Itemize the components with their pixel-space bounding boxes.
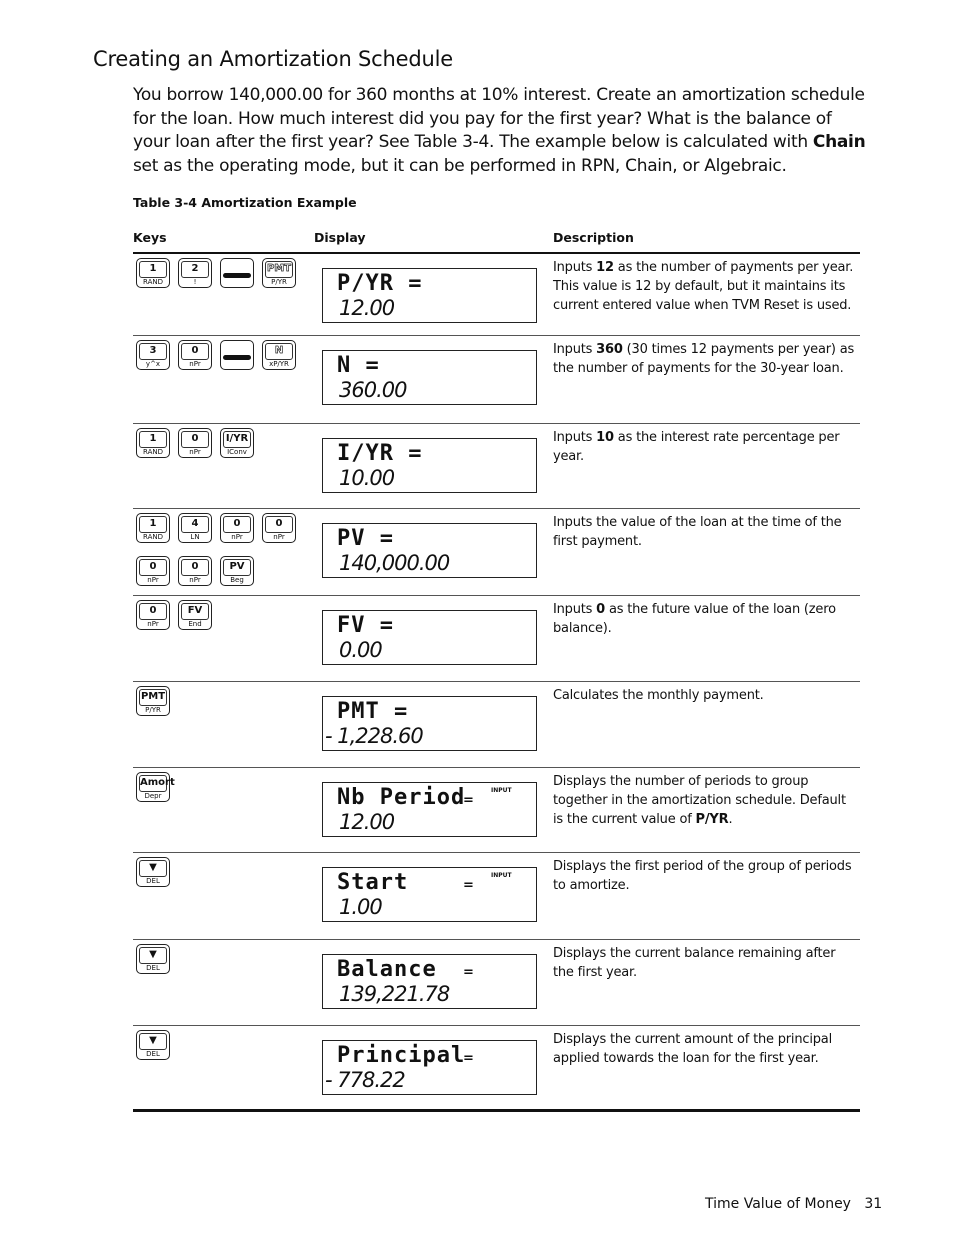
- col-header-display: Display: [314, 230, 366, 245]
- key-shift-label: nPr: [189, 576, 201, 584]
- lcd-line-1: PMT =: [337, 699, 409, 724]
- row-divider: [133, 681, 860, 682]
- key-label: N: [265, 343, 293, 360]
- row-divider: [133, 595, 860, 596]
- lcd-display: [322, 954, 537, 1009]
- row-description: [553, 686, 858, 705]
- calculator-key: [136, 258, 170, 288]
- row-description: [553, 428, 858, 466]
- lcd-line-2: - 1,228.60: [325, 724, 423, 748]
- page-footer: [705, 1196, 882, 1212]
- lcd-line-1: FV =: [337, 613, 394, 638]
- key-label: 0: [223, 516, 251, 533]
- key-shift-label: nPr: [147, 576, 159, 584]
- key-shift-label: nPr: [189, 360, 201, 368]
- lcd-line-2: 1.00: [339, 895, 382, 919]
- calculator-key: [220, 428, 254, 458]
- key-shift-label: y^x: [145, 360, 161, 368]
- lcd-equals: =: [463, 1051, 474, 1066]
- description-post: as the number of payments per year. This value is 12 by default, but it maintains its current entered value when TVM Reset is used.: [553, 260, 854, 313]
- calculator-key: [136, 600, 170, 630]
- calculator-key: [136, 772, 175, 802]
- description-post: as the interest rate percentage per year.: [553, 430, 840, 464]
- row-divider: [133, 767, 860, 768]
- lcd-line-1: Balance: [337, 957, 437, 982]
- key-shift-label: P/YR: [145, 706, 161, 714]
- key-shift-label: RAND: [143, 448, 163, 456]
- col-header-description: Description: [553, 230, 634, 245]
- intro-text-1: You borrow 140,000.00 for 360 months at 10% interest. Create an amortization schedule for the loan. How much interest did you pay for the first year? What is the balance of your loan after the first year? See Table 3-4. The example below is calculated with: [133, 85, 865, 153]
- header-rule: [133, 252, 860, 254]
- key-label: 0: [265, 516, 293, 533]
- key-label: 0: [139, 559, 167, 576]
- key-label: I/YR: [223, 431, 251, 448]
- key-label: 3: [139, 343, 167, 360]
- lcd-display: [322, 268, 537, 323]
- calculator-key: [178, 600, 212, 630]
- calculator-key: [262, 340, 296, 370]
- lcd-line-2: 10.00: [339, 466, 395, 490]
- row-divider: [133, 939, 860, 940]
- lcd-display: [322, 350, 537, 405]
- calculator-key: [178, 340, 212, 370]
- description-bold: 360: [596, 342, 623, 357]
- row-description: [553, 772, 858, 829]
- lcd-line-1: P/YR =: [337, 271, 423, 296]
- lcd-equals: =: [463, 965, 474, 980]
- key-shift-label: DEL: [146, 877, 160, 885]
- row-description: [553, 857, 858, 895]
- lcd-display: [322, 438, 537, 493]
- key-label: PMT: [265, 261, 293, 278]
- calculator-key: [220, 340, 254, 370]
- intro-paragraph: [133, 84, 873, 178]
- lcd-display: [322, 610, 537, 665]
- row-divider: [133, 852, 860, 853]
- key-shift-label: nPr: [189, 448, 201, 456]
- key-label: 0: [181, 559, 209, 576]
- intro-text-2: set as the operating mode, but it can be performed in RPN, Chain, or Algebraic.: [133, 155, 787, 176]
- calculator-key: [262, 513, 296, 543]
- calculator-key: [136, 340, 170, 370]
- lcd-display: [322, 696, 537, 751]
- lcd-line-2: 360.00: [339, 378, 407, 402]
- key-label: 0: [181, 431, 209, 448]
- table-caption: Table 3-4 Amortization Example: [133, 195, 357, 210]
- intro-bold: Chain: [812, 132, 866, 153]
- row-description: [553, 258, 858, 315]
- key-shift-label: DEL: [146, 1050, 160, 1058]
- row-divider: [133, 508, 860, 509]
- calculator-key: [136, 428, 170, 458]
- lcd-line-1: Principal: [337, 1043, 466, 1068]
- calculator-key: [136, 513, 170, 543]
- key-shift-label: Depr: [144, 792, 162, 800]
- key-label: [223, 273, 251, 278]
- key-label: Amort: [139, 775, 167, 792]
- key-shift-label: nPr: [273, 533, 285, 541]
- key-shift-label: RAND: [143, 533, 163, 541]
- key-label: ▼: [139, 860, 167, 877]
- key-shift-label: nPr: [147, 620, 159, 628]
- key-shift-label: LN: [190, 533, 200, 541]
- section-title: Creating an Amortization Schedule: [93, 47, 453, 71]
- key-label: FV: [181, 603, 209, 620]
- description-post: .: [728, 812, 733, 827]
- row-divider: [133, 1025, 860, 1026]
- description-post: (30 times 12 payments per year) as the number of payments for the 30-year loan.: [553, 342, 855, 376]
- calculator-key: [220, 258, 254, 288]
- row-divider: [133, 423, 860, 424]
- lcd-line-2: 140,000.00: [339, 551, 450, 575]
- row-description: [553, 340, 858, 378]
- row-description: [553, 944, 858, 982]
- calculator-key: [136, 944, 170, 974]
- lcd-line-1: Nb Period: [337, 785, 466, 810]
- description-pre: Inputs: [553, 430, 597, 445]
- lcd-line-2: - 778.22: [325, 1068, 405, 1092]
- page-number: 31: [864, 1196, 883, 1212]
- description-pre: Displays the current balance remaining after the first year.: [553, 946, 836, 980]
- description-pre: Inputs: [553, 342, 597, 357]
- description-pre: Inputs: [553, 602, 597, 617]
- calculator-key: [262, 258, 296, 288]
- description-bold: P/YR: [695, 812, 729, 827]
- lcd-display: [322, 867, 537, 922]
- key-shift-label: IConv: [227, 448, 247, 456]
- description-pre: Displays the first period of the group of periods to amortize.: [553, 859, 852, 893]
- lcd-line-1: I/YR =: [337, 441, 423, 466]
- key-shift-label: xP/YR: [269, 360, 289, 368]
- lcd-line-2: 12.00: [339, 810, 395, 834]
- lcd-line-2: 139,221.78: [339, 982, 450, 1006]
- key-shift-label: RAND: [143, 278, 163, 286]
- lcd-input-annunciator: INPUT: [491, 787, 512, 794]
- lcd-input-annunciator: INPUT: [491, 872, 512, 879]
- row-divider: [133, 335, 860, 336]
- calculator-key: [178, 556, 212, 586]
- calculator-key: [178, 513, 212, 543]
- lcd-equals: =: [463, 793, 474, 808]
- key-label: 1: [139, 261, 167, 278]
- lcd-line-2: 0.00: [339, 638, 382, 662]
- lcd-display: [322, 523, 537, 578]
- key-label: 0: [181, 343, 209, 360]
- calculator-key: [220, 556, 254, 586]
- description-bold: 12: [596, 260, 614, 275]
- key-label: PMT: [139, 689, 167, 706]
- description-pre: Displays the number of periods to group together in the amortization schedule. Default is the current value of: [553, 774, 846, 827]
- lcd-equals: =: [463, 878, 474, 893]
- calculator-key: [136, 686, 170, 716]
- row-description: [553, 1030, 858, 1068]
- key-label: 0: [139, 603, 167, 620]
- description-pre: Inputs the value of the loan at the time of the first payment.: [553, 515, 842, 549]
- key-shift-label: P/YR: [271, 278, 287, 286]
- description-post: as the future value of the loan (zero balance).: [553, 602, 836, 636]
- key-shift-label: !: [193, 278, 197, 286]
- row-description: [553, 513, 858, 551]
- key-label: ▼: [139, 1033, 167, 1050]
- lcd-line-1: Start: [337, 870, 409, 895]
- description-pre: Inputs: [553, 260, 597, 275]
- description-pre: Displays the current amount of the principal applied towards the loan for the first year.: [553, 1032, 832, 1066]
- key-label: 1: [139, 516, 167, 533]
- lcd-line-2: 12.00: [339, 296, 395, 320]
- calculator-key: [178, 428, 212, 458]
- key-label: 2: [181, 261, 209, 278]
- calculator-key: [178, 258, 212, 288]
- calculator-key: [136, 1030, 170, 1060]
- lcd-display: [322, 782, 537, 837]
- key-label: PV: [223, 559, 251, 576]
- row-description: [553, 600, 858, 638]
- lcd-line-1: N =: [337, 353, 380, 378]
- key-label: ▼: [139, 947, 167, 964]
- description-bold: 0: [596, 602, 606, 617]
- key-label: [223, 355, 251, 360]
- key-label: 1: [139, 431, 167, 448]
- calculator-key: [220, 513, 254, 543]
- footer-section: Time Value of Money: [705, 1196, 851, 1212]
- calculator-key: [136, 556, 170, 586]
- description-bold: 10: [596, 430, 614, 445]
- table-bottom-rule: [133, 1109, 860, 1112]
- key-shift-label: DEL: [146, 964, 160, 972]
- key-shift-label: Beg: [230, 576, 244, 584]
- key-shift-label: nPr: [231, 533, 243, 541]
- key-shift-label: End: [188, 620, 202, 628]
- calculator-key: [136, 857, 170, 887]
- col-header-keys: Keys: [133, 230, 167, 245]
- key-label: 4: [181, 516, 209, 533]
- lcd-display: [322, 1040, 537, 1095]
- lcd-line-1: PV =: [337, 526, 394, 551]
- description-pre: Calculates the monthly payment.: [553, 688, 764, 703]
